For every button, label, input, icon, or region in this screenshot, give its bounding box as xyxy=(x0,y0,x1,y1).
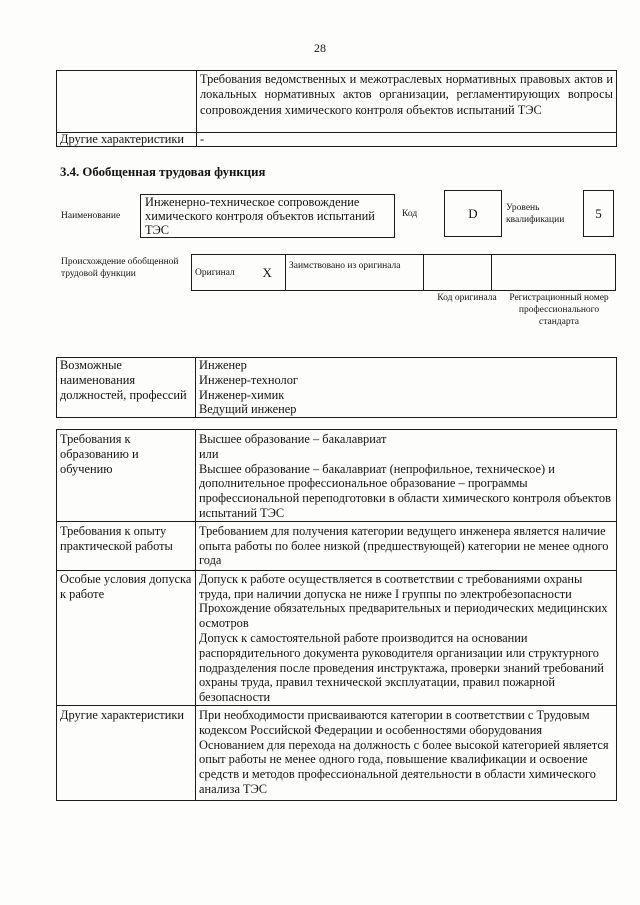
other-characteristics-value xyxy=(196,705,617,800)
table-row xyxy=(57,133,617,147)
list-item: Инженер xyxy=(199,358,247,372)
name-label: Наименование xyxy=(61,211,121,221)
table-row xyxy=(57,358,617,418)
list-item: Требованием для получения категории ведущего инженера является наличие опыта работы по более низкой (предшествующей) категории не менее одного года xyxy=(199,523,609,568)
reg-number-caption: Регистрационный номер профессионального стандарта xyxy=(509,293,609,327)
other-value: - xyxy=(197,133,617,147)
reg-number-cell xyxy=(492,255,616,291)
positions-table xyxy=(56,357,617,418)
top-table xyxy=(56,70,617,147)
positions-label: Возможные наименования должностей, профессий xyxy=(57,358,196,418)
page-number: 28 xyxy=(314,41,326,55)
requirements-table xyxy=(56,429,617,801)
origin-label: Происхождение обобщенной трудовой функции xyxy=(61,257,179,279)
list-item: Инженер-химик xyxy=(199,387,285,402)
other-characteristics-label: Другие характеристики xyxy=(57,705,196,800)
table-row xyxy=(57,705,617,800)
origin-table xyxy=(191,254,616,291)
experience-value xyxy=(196,521,617,570)
list-item: Допуск к самостоятельной работе производится на основании распорядительного документа руководителя организации или структурного подразделения после проведения инструктажа, проверки знаний требований охраны труда, правил технической эксплуатации, правил пожарной безопасности xyxy=(199,630,604,705)
list-item: Допуск к работе осуществляется в соответствии с требованиями охраны труда, при наличии допуска не ниже I группы по электробезопасности xyxy=(199,571,583,601)
level-value-box: 5 xyxy=(583,190,614,237)
level-label: Уровень квалификации xyxy=(506,203,565,225)
table-row xyxy=(57,521,617,570)
list-item: Высшее образование – бакалавриат xyxy=(199,432,387,446)
list-item: Ведущий инженер xyxy=(199,402,297,417)
table-row xyxy=(57,430,617,522)
requirements-text: Требования ведомственных и межотраслевых нормативных правовых актов и локальных нормативных актов организации, регламентирующих вопросы сопровождения химического контроля объектов испытаний ТЭС xyxy=(197,71,617,133)
code-original-cell xyxy=(424,255,492,291)
code-original-caption: Код оригинала xyxy=(437,293,497,303)
list-item: При необходимости присваиваются категории в соответствии с Трудовым кодексом Российской Федерации и особенностями оборудования xyxy=(199,707,590,737)
section-title: 3.4. Обобщенная трудовая функция xyxy=(60,165,266,179)
list-item: Основанием для перехода на должность с более высокой категорией является опыт работы не менее одного года, повышение квалификации и освоение средств и методов профессиональной деятельности в области химического анализа ТЭС xyxy=(199,737,609,796)
list-item: Высшее образование – бакалавриат (непрофильное, техническое) и дополнительное профессиональное образование – программы профессиональной переподготовки в области химического контроля объектов испытаний ТЭС xyxy=(199,461,611,520)
positions-list xyxy=(196,358,617,418)
education-value xyxy=(196,430,617,522)
table-cell-empty xyxy=(57,71,197,133)
table-row xyxy=(57,71,617,133)
code-value-box: D xyxy=(444,190,502,237)
experience-label: Требования к опыту практической работы xyxy=(57,521,196,570)
list-item: Инженер-технолог xyxy=(199,372,298,387)
list-item: Прохождение обязательных предварительных и периодических медицинских осмотров xyxy=(199,601,608,631)
education-label: Требования к образованию и обучению xyxy=(57,430,196,522)
code-label: Код xyxy=(402,209,418,219)
name-value-box: Инженерно-техническое сопровождение химического контроля объектов испытаний ТЭС xyxy=(140,194,395,238)
admission-label: Особые условия допуска к работе xyxy=(57,570,196,705)
other-label: Другие характеристики xyxy=(57,133,197,147)
admission-value xyxy=(196,570,617,705)
table-row xyxy=(57,570,617,705)
list-item: или xyxy=(199,446,219,461)
original-mark: X xyxy=(250,255,286,291)
original-label: Оригинал xyxy=(192,255,250,291)
table-row xyxy=(192,255,616,291)
borrowed-label: Заимствовано из оригинала xyxy=(286,255,424,291)
